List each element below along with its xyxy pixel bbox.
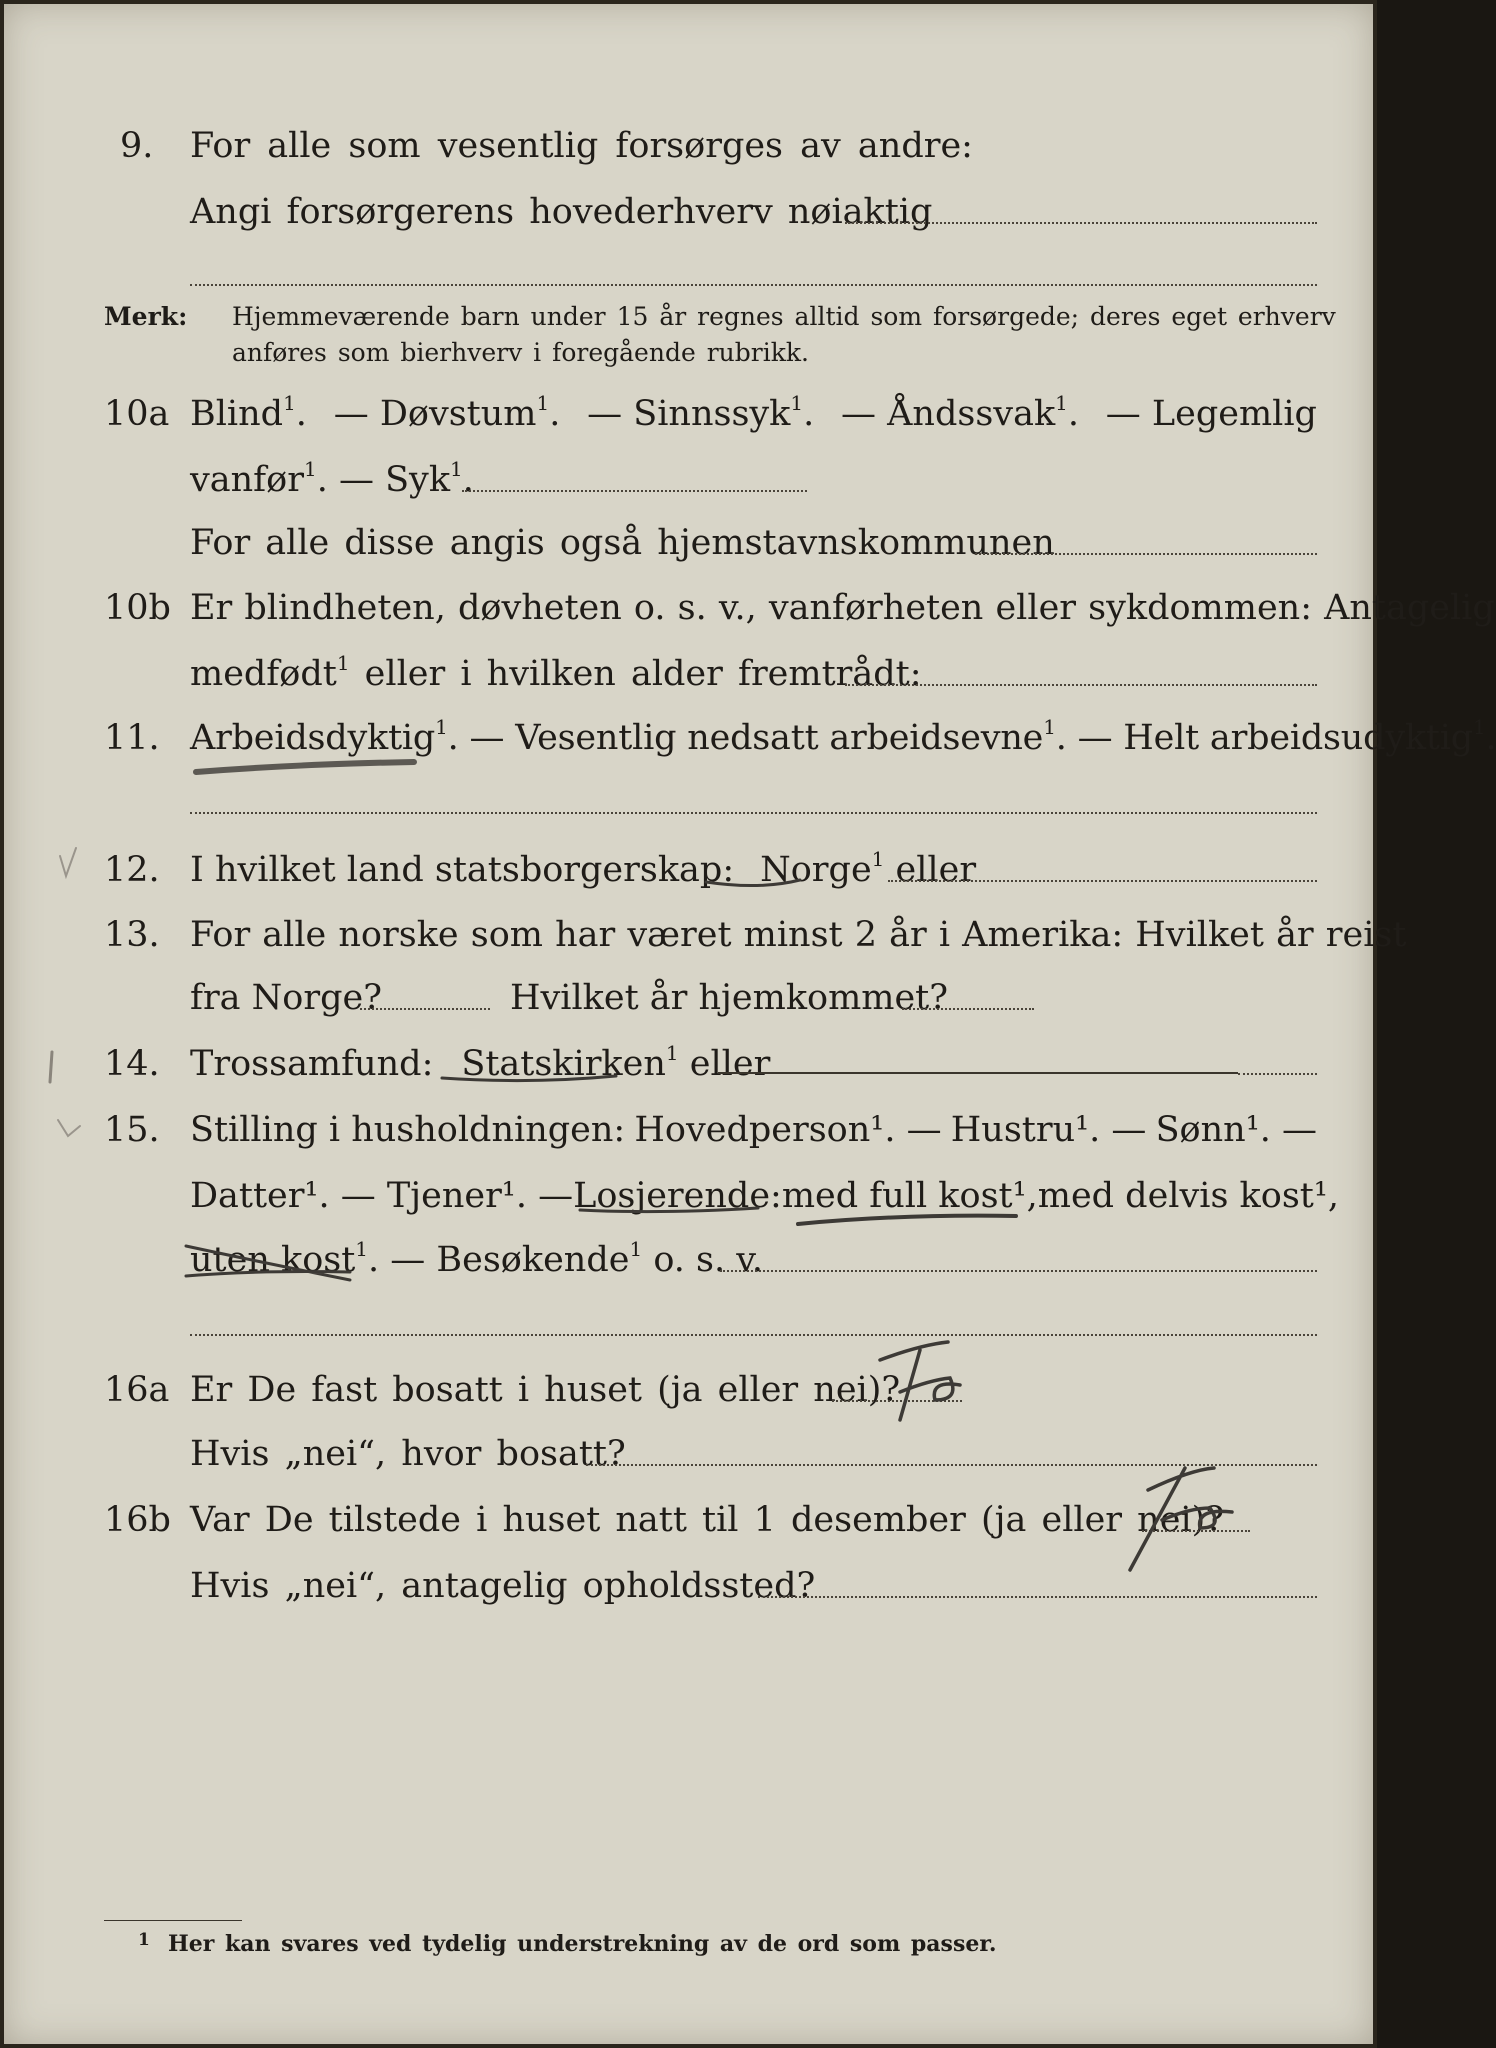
underline-arbeidsdyktig (196, 762, 414, 772)
question-16b-line2: Hvis „nei“, antagelig opholdssted? (190, 1566, 816, 1606)
question-15-line1: Stilling i husholdningen: Hovedperson¹. — Hustru¹. — Sønn¹. — (190, 1110, 1317, 1150)
answer-line-10a[interactable] (462, 490, 807, 492)
question-13-reist: fra Norge? (190, 978, 382, 1018)
answer-line-11[interactable] (190, 812, 1317, 814)
question-10a-line2 (190, 457, 474, 500)
option-dovstum[interactable]: — Døvstum$^1$. (333, 391, 561, 434)
question-16a-number: 16a (104, 1370, 170, 1410)
question-12-number: 12. (104, 850, 160, 890)
question-9-number: 9. (120, 126, 154, 166)
tick-mark-12 (60, 848, 76, 876)
merk-line1: Hjemmeværende barn under 15 år regnes alltid som forsørgede; deres eget erhverv (232, 302, 1336, 331)
option-blind[interactable]: Blind$^1$. (190, 391, 307, 434)
option-losjerende[interactable]: Losjerende: (573, 1176, 782, 1216)
tick-mark-15 (58, 1120, 80, 1136)
option-syk[interactable]: — Syk$^1$. (327, 457, 474, 500)
question-10b-line2: medfødt$^1$ eller i hvilken alder fremtrådt: (190, 651, 922, 694)
question-13-hjemkommet: Hvilket år hjemkommet? (510, 978, 949, 1018)
option-sonn[interactable]: Sønn¹. — (1155, 1110, 1317, 1150)
answer-line-10b[interactable] (845, 684, 1317, 686)
option-udyktig[interactable]: . — Helt arbeidsudyktig$^1$ (1055, 715, 1486, 758)
option-besokende[interactable]: . — Besøkende$^1$ (368, 1237, 643, 1280)
question-13-number: 13. (104, 915, 160, 955)
question-16b-line1: Var De tilstede i huset natt til 1 desember (ja eller nei)? (190, 1500, 1225, 1540)
answer-line-9[interactable] (845, 222, 1317, 224)
tick-mark-14 (50, 1052, 52, 1082)
footnote-rule (104, 1920, 242, 1921)
answer-line-15[interactable] (720, 1270, 1317, 1272)
option-hustru[interactable]: Hustru¹. — (950, 1110, 1147, 1150)
question-14-number: 14. (104, 1044, 160, 1084)
option-delvis-kost[interactable]: med delvis kost¹, (1037, 1176, 1340, 1216)
option-uten-kost[interactable]: uten kost$^1$ (190, 1237, 369, 1280)
option-datter-tjener[interactable]: Datter¹. — Tjener¹. — (190, 1176, 574, 1216)
answer-line-10a-kommune[interactable] (975, 553, 1317, 555)
option-sinnssyk[interactable]: — Sinnssyk$^1$. (587, 391, 815, 434)
answer-line-14b[interactable] (1238, 1073, 1317, 1075)
option-nedsatt[interactable]: . — Vesentlig nedsatt arbeidsevne$^1$ (447, 715, 1056, 758)
question-10b-line1: Er blindheten, døvheten o. s. v., vanførheten eller sykdommen: Antagelig (190, 588, 1495, 628)
question-10b-number: 10b (104, 588, 171, 628)
footnote-text: Her kan svares ved tydelig understrekning av de ord som passer. (168, 1931, 997, 1957)
underline-full-kost (798, 1216, 1016, 1224)
question-10a-line3: For alle disse angis også hjemstavnskommunen (190, 523, 1055, 563)
merk-line2: anføres som bierhverv i foregående rubrikk. (232, 338, 809, 367)
question-16a-line1: Er De fast bosatt i huset (ja eller nei)? (190, 1370, 901, 1410)
question-10a-line1 (190, 391, 1317, 434)
footnote-mark: 1 (138, 1930, 150, 1950)
option-legemlig[interactable]: — Legemlig (1105, 394, 1317, 434)
question-9-line2: Angi forsørgerens hovederhverv nøiaktig (190, 192, 933, 232)
answer-line-16a[interactable] (832, 1400, 962, 1402)
answer-line-12[interactable] (888, 880, 1317, 882)
answer-line-13-hjemkommet[interactable] (902, 1008, 1034, 1010)
question-11-line1: Arbeidsdyktig$^1$. — Vesentlig nedsatt arbeidsevne$^1$. — Helt arbeidsudyktig$^1$. (190, 715, 1496, 758)
question-10a-number: 10a (104, 394, 170, 434)
question-16a-line2: Hvis „nei“, hvor bosatt? (190, 1434, 626, 1474)
answer-line-13-reist[interactable] (360, 1008, 490, 1010)
option-arbeidsdyktig[interactable]: Arbeidsdyktig$^1$ (190, 715, 448, 758)
merk-label: Merk: (104, 302, 188, 331)
option-medfodt[interactable]: medfødt$^1$ (190, 651, 350, 694)
option-vanfor[interactable]: vanfør$^1$. (190, 457, 328, 500)
answer-line-15b[interactable] (190, 1334, 1317, 1336)
answer-line-16b-opholdssted[interactable] (758, 1596, 1317, 1598)
question-15-line2 (190, 1176, 1340, 1216)
answer-line-16a-bosatt[interactable] (586, 1464, 1317, 1466)
question-15-number: 15. (104, 1110, 160, 1150)
question-13-line1: For alle norske som har været minst 2 år i Amerika: Hvilket år reist (190, 915, 1407, 955)
option-full-kost[interactable]: med full kost¹, (781, 1176, 1038, 1216)
question-14-line: Trossamfund: Statskirken$^1$ eller (190, 1041, 771, 1084)
answer-line-14[interactable] (718, 1072, 1238, 1074)
question-11-number: 11. (104, 718, 160, 758)
option-norge[interactable]: Norge$^1$ (760, 847, 885, 890)
answer-line-16b[interactable] (1142, 1530, 1250, 1532)
option-hovedperson[interactable]: Hovedperson¹. — (634, 1110, 942, 1150)
answer-line-9b[interactable] (190, 284, 1317, 286)
option-statskirken[interactable]: Statskirken$^1$ (461, 1041, 679, 1084)
question-12-line: I hvilket land statsborgerskap: Norge$^1$ eller (190, 847, 977, 890)
question-15-line3: uten kost$^1$. — Besøkende$^1$ o. s. v. (190, 1237, 763, 1280)
option-andssvak[interactable]: — Åndssvak$^1$. (841, 391, 1080, 434)
question-16b-number: 16b (104, 1500, 171, 1540)
question-9-line1: For alle som vesentlig forsørges av andre: (190, 126, 973, 166)
